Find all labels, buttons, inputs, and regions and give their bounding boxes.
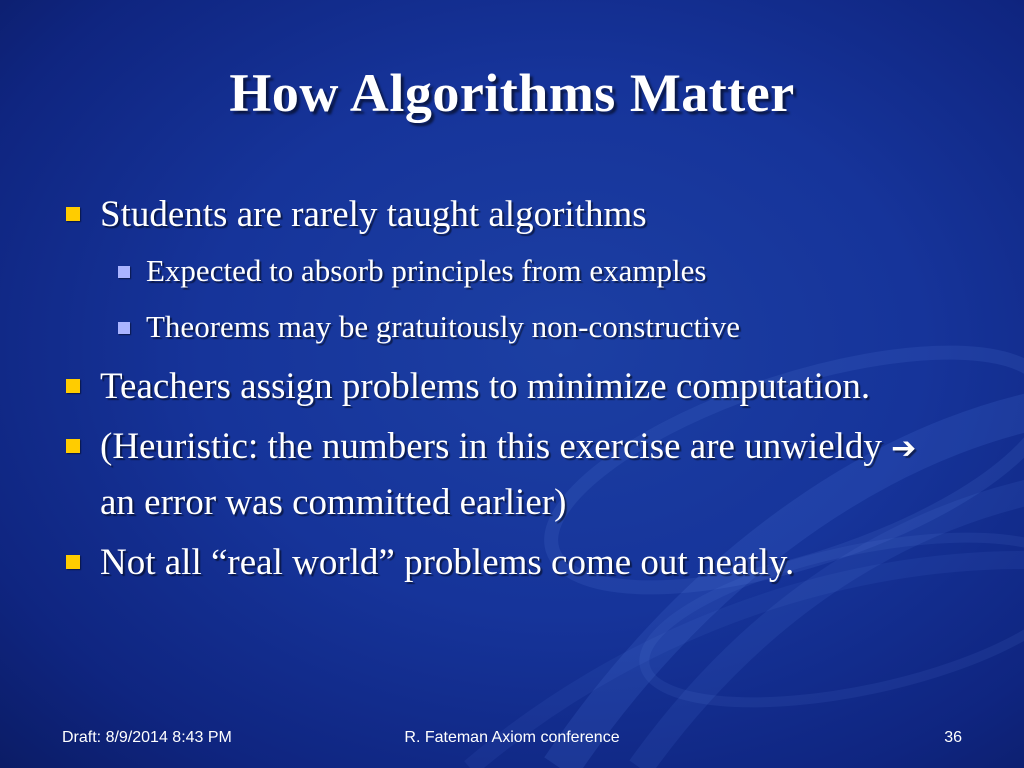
- footer-author: R. Fateman Axiom conference: [404, 729, 620, 746]
- bullet-text: Teachers assign problems to minimize computation.: [100, 366, 871, 407]
- square-bullet-icon: [66, 379, 80, 393]
- slide-title: How Algorithms Matter: [229, 63, 795, 123]
- bullet-item: [60, 360, 960, 414]
- square-bullet-icon: [66, 207, 80, 221]
- square-sub-bullet-icon: [118, 266, 130, 278]
- bullet-text-part: an error was committed earlier): [100, 482, 567, 523]
- sub-bullet-item: [60, 248, 960, 294]
- bullet-text: Students are rarely taught algorithms: [100, 194, 647, 235]
- bullet-item: [60, 420, 960, 530]
- square-bullet-icon: [66, 439, 80, 453]
- bullet-item: [60, 536, 960, 590]
- sub-bullet-text: Theorems may be gratuitously non-constructive: [146, 309, 741, 344]
- footer-page-number: 36: [944, 729, 962, 746]
- bullet-list: [60, 188, 960, 596]
- sub-bullet-text: Expected to absorb principles from examples: [146, 253, 707, 288]
- footer-date: Draft: 8/9/2014 8:43 PM: [62, 729, 232, 746]
- sub-bullet-item: [60, 304, 960, 350]
- bullet-text-part: (Heuristic: the numbers in this exercise are unwieldy: [100, 426, 892, 467]
- square-sub-bullet-icon: [118, 322, 130, 334]
- bullet-item: [60, 188, 960, 242]
- right-arrow-icon: ➔: [891, 431, 917, 466]
- square-bullet-icon: [66, 555, 80, 569]
- bullet-text: Not all “real world” problems come out neatly.: [100, 542, 795, 583]
